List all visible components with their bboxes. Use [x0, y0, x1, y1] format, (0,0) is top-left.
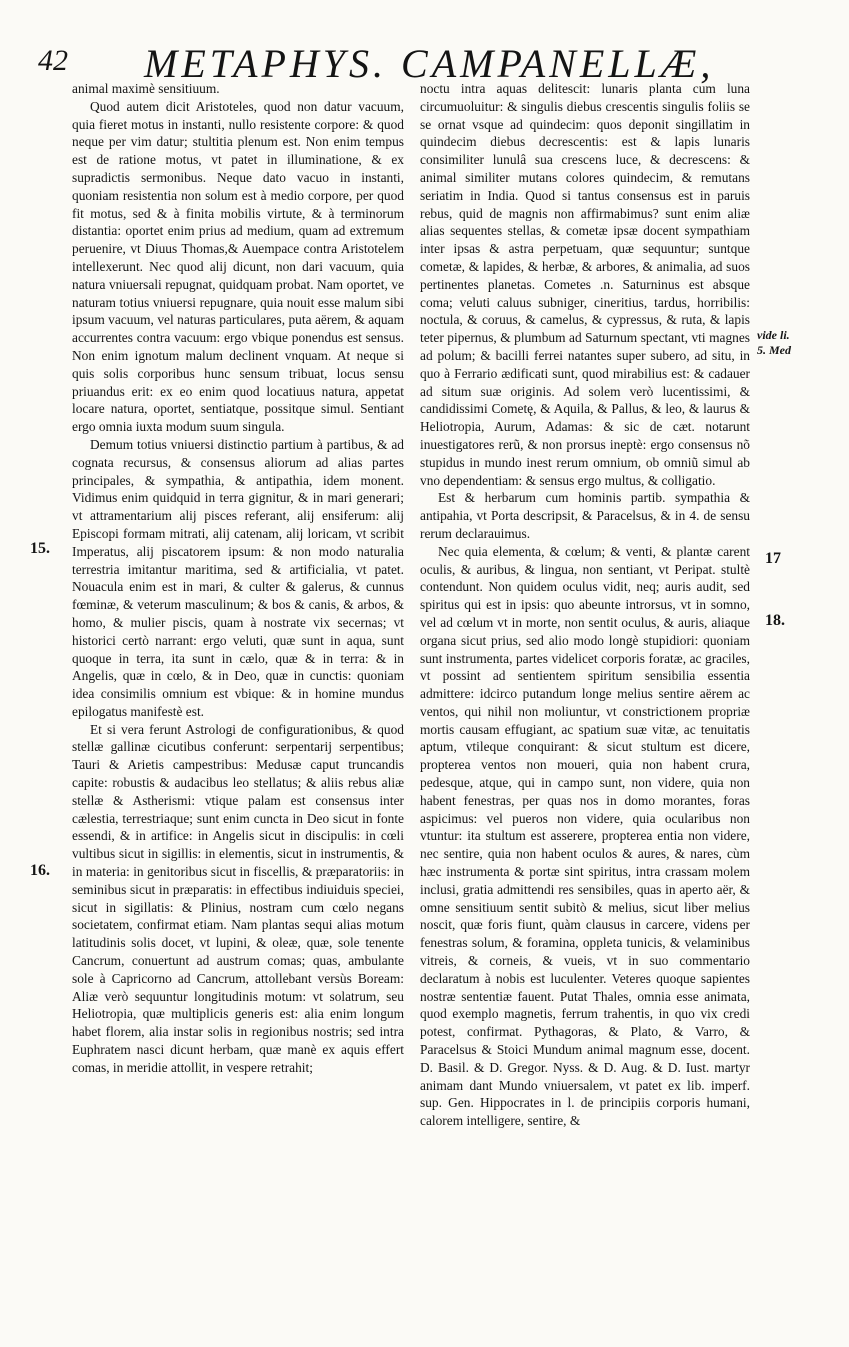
- right-column: [420, 80, 750, 1130]
- paragraph: Et si vera ferunt Astrologi de configurationibus, & quod stellæ gallinæ cicutibus conferunt: serpentarij serpentibus; Tauri & Arietis campestribus: Medusæ caput truncandis capite: robustis & audacibus leo stellatus; & aliis rebus aliæ stellæ & Astherismi: vtique palam est consensus inter cælestia, terrestriaque; sunt enim cuncta in Deo sicut in fonte essendi, & in artifice: in Angelis sicut in discipulis: in cœli vultibus sicut in sigillis: in elementis, sicut in instrumentis, & in materia: in genitoribus sicut in fiscellis, & præparatoriis: in seminibus sicut in præparatis: in effectibus indiuiduis speciei, sicut in sigillatis: & Plinius, nostram cum cœlo negans societatem, confirmat etiam. Nam plantas sequi alias motum latitudinis solis docet, vt lupini, & oleæ, quæ, sole tenente Cancrum, conuertunt ad austrum comas; quas, ambulante sole à Capricorno ad Cancrum, attollebant versùs Boream: Aliæ verò sequuntur longitudinis motum: vt solatrum, seu Heliotropia, quæ multiplicis generis est: alia enim longum habet florem, alia instar solis in regionibus nostris; sed intra Euphratem nasci dicunt herbam, quæ manè ex aquis effert comas, in meridie attollit, in vespere retrahit;: [72, 721, 404, 1075]
- paragraph: Nec quia elementa, & cœlum; & venti, & plantæ carent oculis, & auribus, & lingua, non sentiant, vt Peripat. stultè contendunt. Non quidem oculus vidit, neq; auris audit, sed spiritus qui est in ipsis: quo abeunte introrsus, vt in somno, vel ad cœlum vt in morte, non sentit oculus, & auris, aliaque organa sicut prius, sed alio modo longè stupidiori: quoniam sunt instrumenta, partes videlicet corporis foratæ, ac graciles, vt possint ad sentientem spiritum sensibilia essentia admittere: idcirco putandum longe melius sentire aërem ac ventos, qui nihil non moliuntur, vt constrictionem propriæ mortis causam effugiant, ac spatium suæ vitæ, ac tenuitatis aptum, vtileque conquirant: & sicut stultum est dicere, propterea ventos non moueri, quia non habent crura, pedesque, atque, qui in campo sunt, non videre, quia non habent fenestras, per quas nos in domo morantes, foras aspicimus: vel pueros non videre, quia ocularibus non vtuntur: ita stultum est asserere, propterea entia non videre, nec sentire, quia non habent oculos & aures, & nares, cùm hæc instrumenta & portæ sint spiritus, intra crassam molem inclusi, gratia admittendi res sensibiles, quas in aperto aër, & omne sensitiuum sentit subitò & melius, sicut liber melius noscit, quæ foris fiunt, quàm clausus in carcere, videns per fenestras solum, & foramina, oppleta tunicis, & velaminibus vitreis, & corneis, & vueis, vt in suo commentario declaratum à nobis est luculenter. Veteres quoque sapientes nostræ sententiæ fauent. Putat Thales, omnia esse animata, quod exemplo magnetis, ferrum trahentis, in quo vix credi potest, confirmat. Pythagoras, & Plato, & Varro, & Paracelsus & Stoici Mundum animal magnum esse, docent. D. Basil. & D. Gregor. Nyss. & D. Aug. & D. Iust. martyr animam dant Mundo vniuersalem, vt patet ex lib. imperf. sup. Gen. Hippocrates in l. de principiis corporis humani, calorem intelligere, sentire, &: [420, 543, 750, 1129]
- margin-note-18: 18.: [765, 612, 785, 629]
- margin-note-16: 16.: [30, 862, 50, 879]
- paragraph: animal maximè sensitiuum.: [72, 81, 220, 96]
- paragraph: Est & herbarum cum hominis partib. sympathia & antipahia, vt Porta descripsit, & Paracelsus, & in 4. de sensu rerum declarauimus.: [420, 490, 750, 541]
- paragraph: Demum totius vniuersi distinctio partium à partibus, & ad cognata recursus, & consensus aliorum ad alias partes principales, & sympathia, & antipathia, idem monent. Vidimus enim quidquid in terra gignitur, & in mari generari; vt attramentarium alij pisces referant, alij ensiferum: alij Episcopi formam mitrati, alij catenam, alij loricam, vt scribit Imperatus, alij piscatorem ipsum: & non modo naturalia terrestria imitantur maritima, sed & artificialia, vt patet. Nouacula enim est in mari, & culter & galerus, & cunnus fœminæ, & veterum masculinum; & bos & canis, & arbos, & homo, & mulier piscis, quam à nostrate vix secernas; vt historici certò narrant: ergo veluti, quæ sunt in aqua, sunt quoque in terra, ita sunt in cælo, quæ & in terra: & in Angelis, quæ in cœlo, & in Deo, quæ in cunctis: quoniam idea consimilis omnium est vbique: & in homine mundus epilogatus manifestè est.: [72, 436, 404, 719]
- running-title: METAPHYS. CAMPANELLÆ,: [144, 41, 715, 86]
- margin-note-17: 17: [765, 550, 781, 567]
- paragraph: noctu intra aquas delitescit: lunaris planta cum luna circumuoluitur: & singulis diebus crescentis singulis foliis se se ornat vsque ad quindecim: quos deponit singillatim in quindecim diebus decrescentis: est & lapis lunaris consimiliter lunulâ sua crescens luce, & decrescens: & animal similiter mutans colores quindecim, & remutans seriatim in India. Quod si tantus consensus est in paruis rebus, quid de magnis non affirmabimus? sunt enim aliæ alias sequentes stellas, & cometæ ipsæ docent sympathiam inter ipsas & astra perpetuam, quæ sequuntur; suntque cometæ, & lapides, & herbæ, & arbores, & animalia, ad suos pertinentes planetas. Cometes .n. Saturninus est absque coma; veluti caluus subniger, cineritius, tardus, horribilis: noctula, & coruus, & camelus, & cypressus, & ruta, & lapis teter pipernus, & plumbum ad Saturnum spectant, vti magnes ad polum; & bacilli ferrei natantes super subero, ad situ, in quo à Ferrario ædificati sunt, quod mirabilius est: & cadauer ad situm suæ originis. Ad solem verò lucentissimi, & candidissimi Cometę, & Aquila, & Pallus, & leo, & laurus & Heliotropia, Aurum, Adamas: & sic de cæt. notarunt inuestigatores rerũ, & non prorsus ineptè: ergo consensus nõ stupidus in mundo inest rerum omnium, ob omniũ simul ab vno dependentiam: & sensus ergo multus, & colligatio.: [420, 81, 750, 488]
- page-number: 42: [38, 44, 68, 77]
- margin-note-15: 15.: [30, 540, 50, 557]
- left-column: [72, 80, 404, 1077]
- margin-gloss: vide li. 5. Med: [757, 328, 791, 357]
- paragraph: Quod autem dicit Aristoteles, quod non datur vacuum, quia fieret motus in instanti, nullo resistente corpore: & quod neque per vim datur; stultitia plenum est. Non enim tempus est de ratione motus, vt patet in illuminatione, & ex supradictis sermonibus. Neque dato vacuo in instanti, quoniam resistentia non solum est à medio corpore, per quod fit motus, sed & à finita mobilis virtute, & à terminorum distantia: oportet enim prius ad medium, quam ad extremum peruenire, vt Diuus Thomas,& Auempace contra Aristotelem intellexerunt. Nec quod alij dicunt, non dari vacuum, quia natura vniuersali repugnat, quidquam probat. Nam oportet, ve naturam totius vniuersi repugnare, quia nouit esse malum sibi ipsum vacuum, vel naturas particulares, puta aërem, & aquam accurrentes contra vacuum: ergo vbique ponendus est sensus. Non enim ignotum malum declinent vnquam. At neque si quis solis corporibus hunc sensum tribuat, locus sensu priuandus erit: ex eo enim quod locatiuus natura, appetat locare natura, oportet, sentiatque, possitque simul. Sentiant ergo omnia iuxta modum suum singula.: [72, 98, 404, 435]
